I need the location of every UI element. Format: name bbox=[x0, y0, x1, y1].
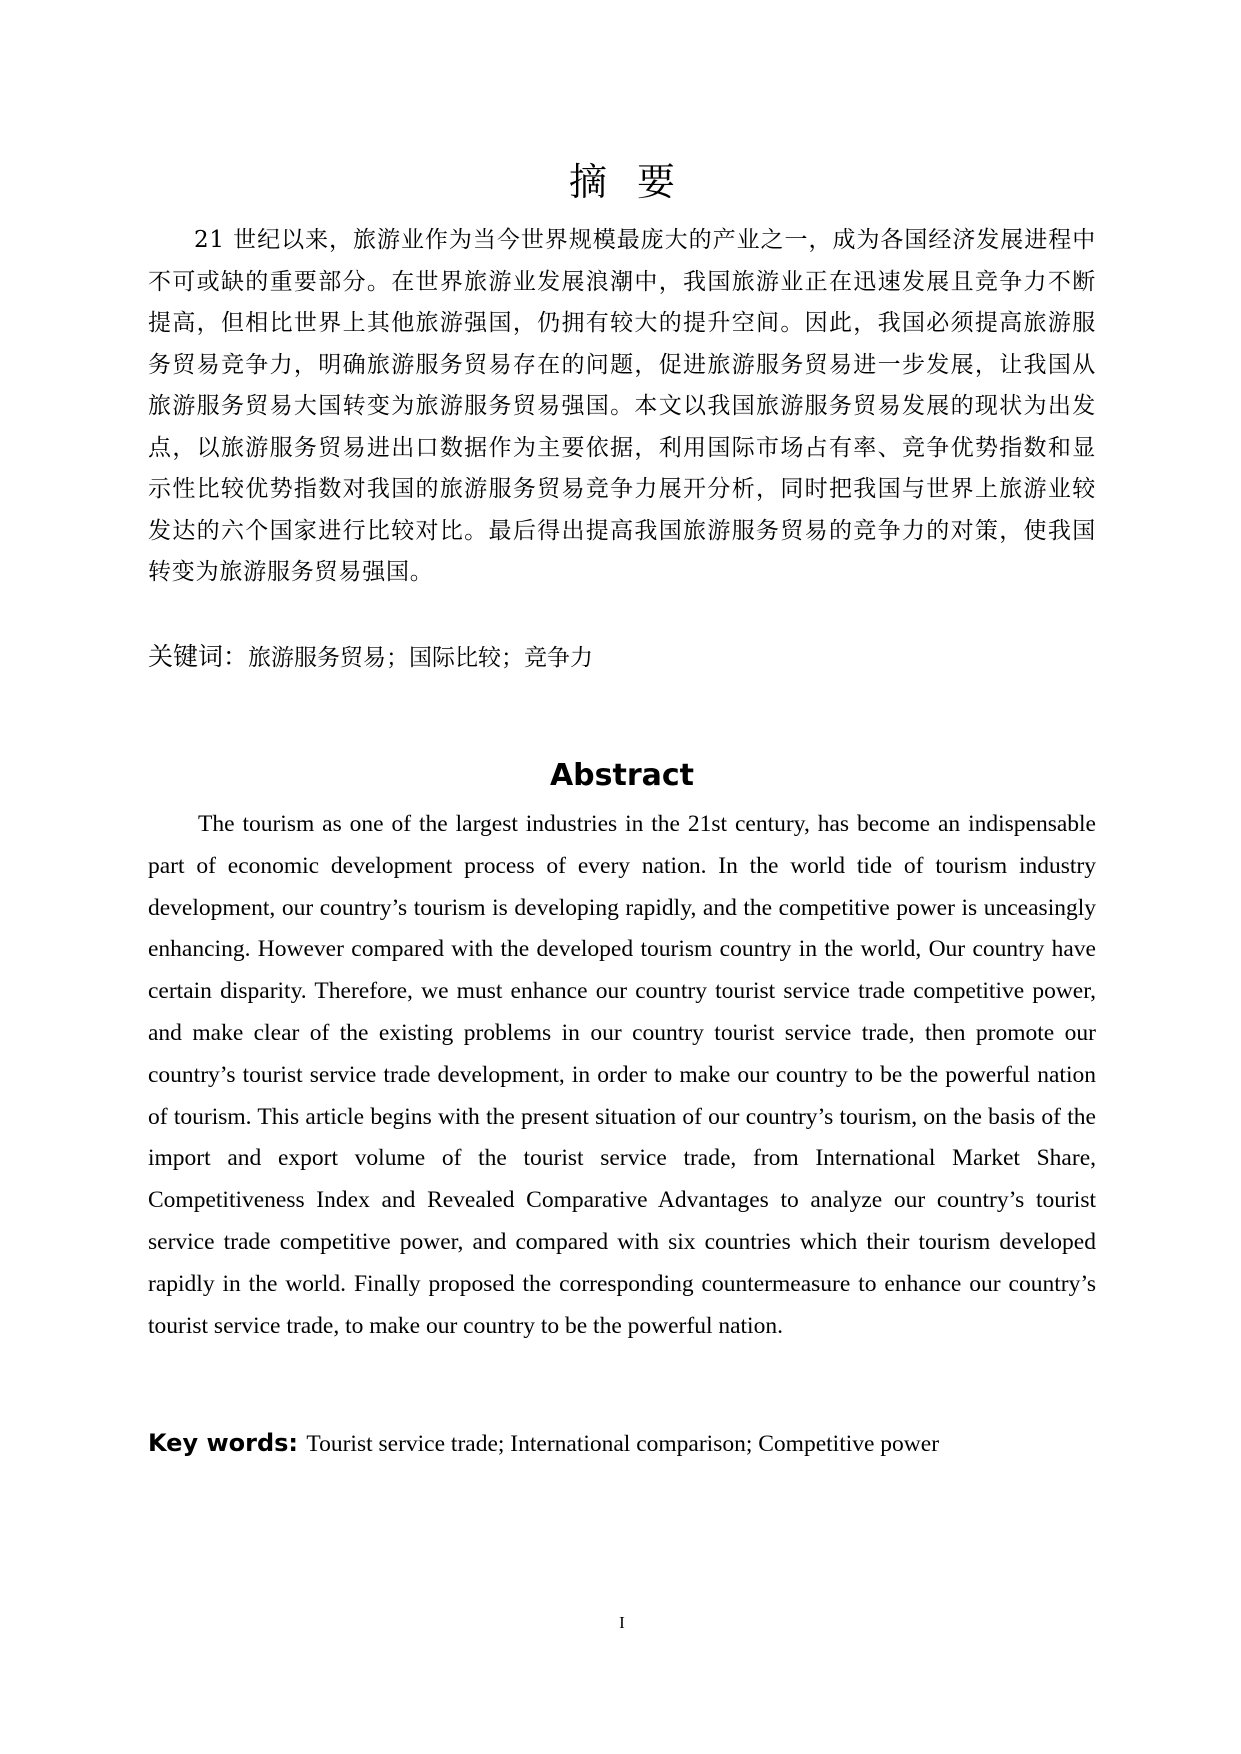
english-abstract-body: The tourism as one of the largest industries in the 21st century, has become an indispensable part of economic development process of every nation. In the world tide of tourism industry development, our country’s tourism is developing rapidly, and the competitive power is unceasingly enhancing. However compared with the developed tourism country in the world, Our country have certain disparity. Therefore, we must enhance our country tourist service trade competitive power, and make clear of the existing problems in our country tourist service trade, then promote our country’s tourist service trade development, in order to make our country to be the powerful nation of tourism. This article begins with the present situation of our country’s tourism, on the basis of the import and export volume of the tourist service trade, from International Market Share, Competitiveness Index and Revealed Comparative Advantages to analyze our country’s tourist service trade competitive power, and compared with six countries which their tourism developed rapidly in the world. Finally proposed the corresponding countermeasure to enhance our country’s tourist service trade, to make our country to be the powerful nation. bbox=[148, 811, 1096, 1339]
chinese-keywords bbox=[148, 640, 1096, 675]
chinese-keywords-text: 旅游服务贸易；国际比较；竞争力 bbox=[248, 645, 594, 671]
english-keywords-label: Key words: bbox=[148, 1429, 307, 1457]
chinese-abstract-title: 摘要 bbox=[568, 160, 705, 204]
english-abstract-title: Abstract bbox=[549, 758, 695, 793]
document-page bbox=[148, 0, 1096, 1754]
chinese-keywords-label: 关键词： bbox=[148, 642, 249, 671]
english-keywords bbox=[148, 1426, 1096, 1461]
english-keywords-text: Tourist service trade; International comparison; Competitive power bbox=[306, 1431, 940, 1457]
page-number: I bbox=[619, 1613, 625, 1632]
chinese-abstract-body: 21 世纪以来，旅游业作为当今世界规模最庞大的产业之一，成为各国经济发展进程中不可或缺的重要部分。在世界旅游业发展浪潮中，我国旅游业正在迅速发展且竞争力不断提高，但相比世界上其他旅游强国，仍拥有较大的提升空间。因此，我国必须提高旅游服务贸易竞争力，明确旅游服务贸易存在的问题，促进旅游服务贸易进一步发展，让我国从旅游服务贸易大国转变为旅游服务贸易强国。本文以我国旅游服务贸易发展的现状为出发点，以旅游服务贸易进出口数据作为主要依据，利用国际市场占有率、竞争优势指数和显示性比较优势指数对我国的旅游服务贸易竞争力展开分析，同时把我国与世界上旅游业较发达的六个国家进行比较对比。最后得出提高我国旅游服务贸易的竞争力的对策，使我国转变为旅游服务贸易强国。 bbox=[148, 227, 1096, 585]
